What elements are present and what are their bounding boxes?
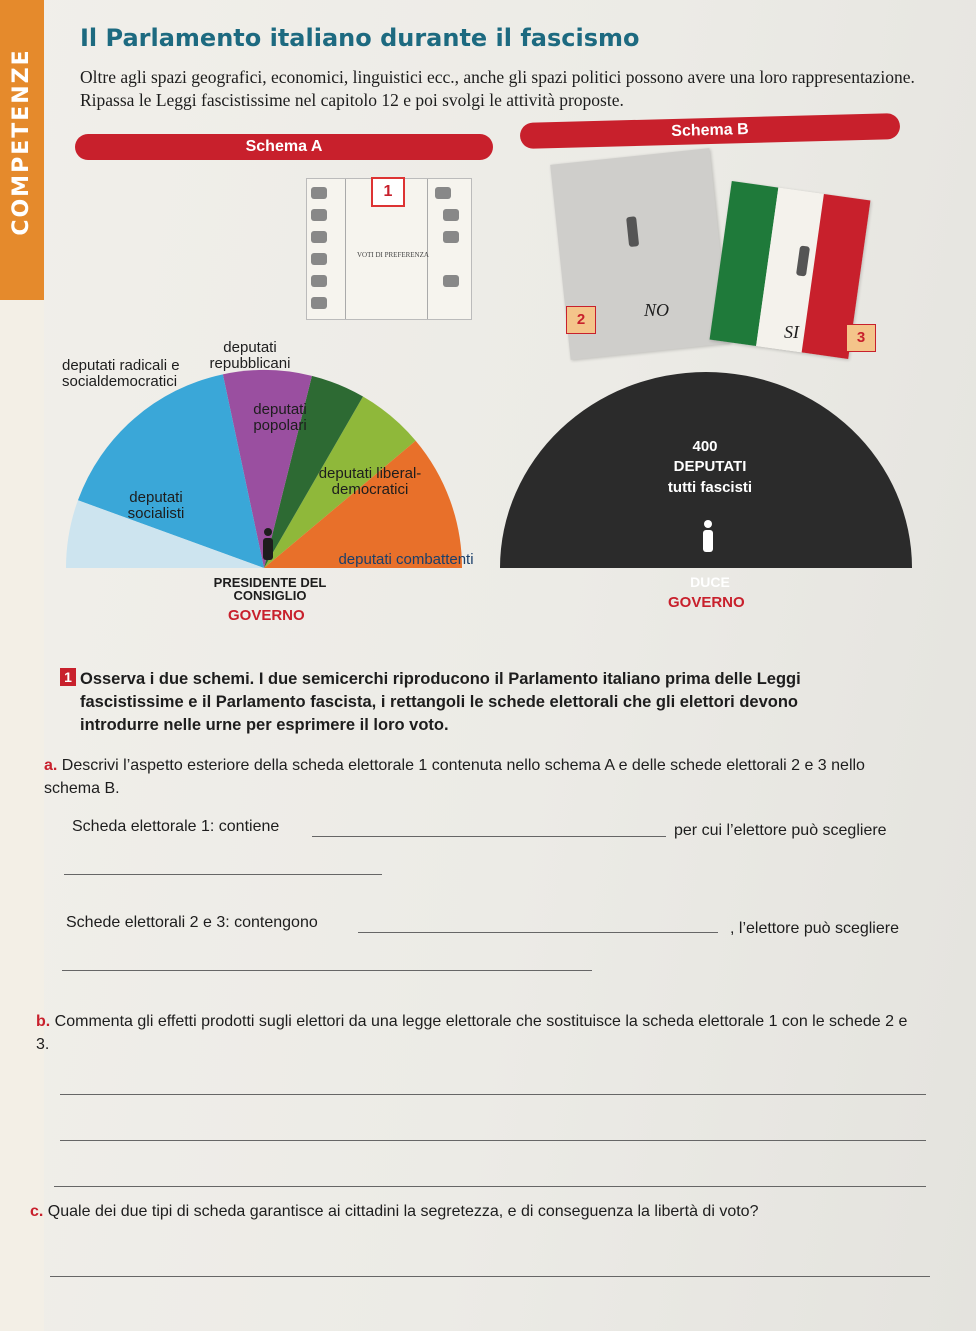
ballot-2-vote: NO bbox=[644, 300, 670, 320]
scheda1-end: per cui l’elettore può scegliere bbox=[674, 822, 887, 839]
answer-line[interactable] bbox=[64, 874, 382, 875]
answer-line[interactable] bbox=[312, 836, 666, 837]
question-a-text: Descrivi l’aspetto esteriore della scheda elettorale 1 contenuta nello schema A e delle schede elettorali 2 e 3 nello schema B. bbox=[44, 757, 865, 797]
intro-text: Oltre agli spazi geografici, economici, linguistici ecc., anche gli spazi politici possono avere una loro rappresentazione. Ripassa le Leggi fascistissime nel capitolo 12 e poi svolgi le attività proposte. bbox=[80, 67, 915, 110]
label-popolari: deputati popolari bbox=[253, 401, 307, 434]
exercise-number: 1 bbox=[60, 668, 76, 686]
question-b-letter: b. bbox=[36, 1013, 51, 1030]
question-a-letter: a. bbox=[44, 757, 58, 774]
scheda23-end: , l’elettore può scegliere bbox=[730, 920, 899, 937]
deputati-b-label: DEPUTATI bbox=[673, 458, 747, 475]
governo-a-label: GOVERNO bbox=[228, 607, 305, 624]
question-b-text: Commenta gli effetti prodotti sugli elettori da una legge elettorale che sostituisce la scheda elettorale 1 con le schede 2 e 3. bbox=[36, 1013, 908, 1053]
label-liberal: deputati liberal-democratici bbox=[318, 465, 422, 498]
person-icon bbox=[703, 520, 713, 552]
parliament-diagrams bbox=[0, 0, 976, 640]
answer-line[interactable] bbox=[50, 1276, 930, 1277]
ballot-pref-label: VOTI DI PREFERENZA bbox=[357, 251, 429, 259]
ballot-3-number: 3 bbox=[846, 324, 876, 352]
schema-b-band: Schema B bbox=[520, 113, 901, 149]
answer-line[interactable] bbox=[62, 970, 592, 971]
scheda23-start: Schede elettorali 2 e 3: contengono bbox=[66, 914, 318, 931]
label-combattenti: deputati combattenti bbox=[338, 551, 474, 568]
answer-line[interactable] bbox=[358, 932, 718, 933]
person-icon bbox=[263, 528, 273, 560]
question-c-letter: c. bbox=[30, 1203, 44, 1220]
deputati-count: 400 bbox=[692, 438, 718, 455]
question-b bbox=[36, 1010, 916, 1056]
scheda1-start: Scheda elettorale 1: contiene bbox=[72, 818, 280, 835]
side-label: COMPETENZE bbox=[9, 48, 34, 236]
label-repubblicani: deputati repubblicani bbox=[209, 339, 291, 372]
label-socialisti: deputati socialisti bbox=[127, 489, 185, 522]
question-c-text: Quale dei due tipi di scheda garantisce ai cittadini la segretezza, e di conseguenza la libertà di voto? bbox=[47, 1203, 759, 1220]
tutti-fascisti-label: tutti fascisti bbox=[667, 479, 753, 496]
duce-label: DUCE bbox=[690, 574, 730, 590]
label-radicali: deputati radicali e socialdemocratici bbox=[62, 357, 180, 390]
schema-a-band: Schema A bbox=[75, 134, 493, 160]
presidente-label: PRESIDENTE DEL CONSIGLIO bbox=[213, 575, 327, 603]
question-c bbox=[30, 1200, 930, 1223]
answer-line[interactable] bbox=[54, 1186, 926, 1187]
answer-line[interactable] bbox=[60, 1094, 926, 1095]
question-a bbox=[44, 754, 924, 800]
ballot-2-number: 2 bbox=[566, 306, 596, 334]
ballot-1-number: 1 bbox=[371, 177, 405, 207]
page-title: Il Parlamento italiano durante il fascismo bbox=[80, 24, 640, 52]
governo-b-label: GOVERNO bbox=[668, 594, 745, 611]
exercise-prompt: Osserva i due schemi. I due semicerchi riproducono il Parlamento italiano prima delle Leggi fascistissime e il Parlamento fascista, i rettangoli le schede elettorali che gli elettori devono introdurre nelle urne per esprimere il loro voto. bbox=[80, 670, 801, 734]
ballot-3-vote: SI bbox=[784, 322, 799, 342]
answer-line[interactable] bbox=[60, 1140, 926, 1141]
